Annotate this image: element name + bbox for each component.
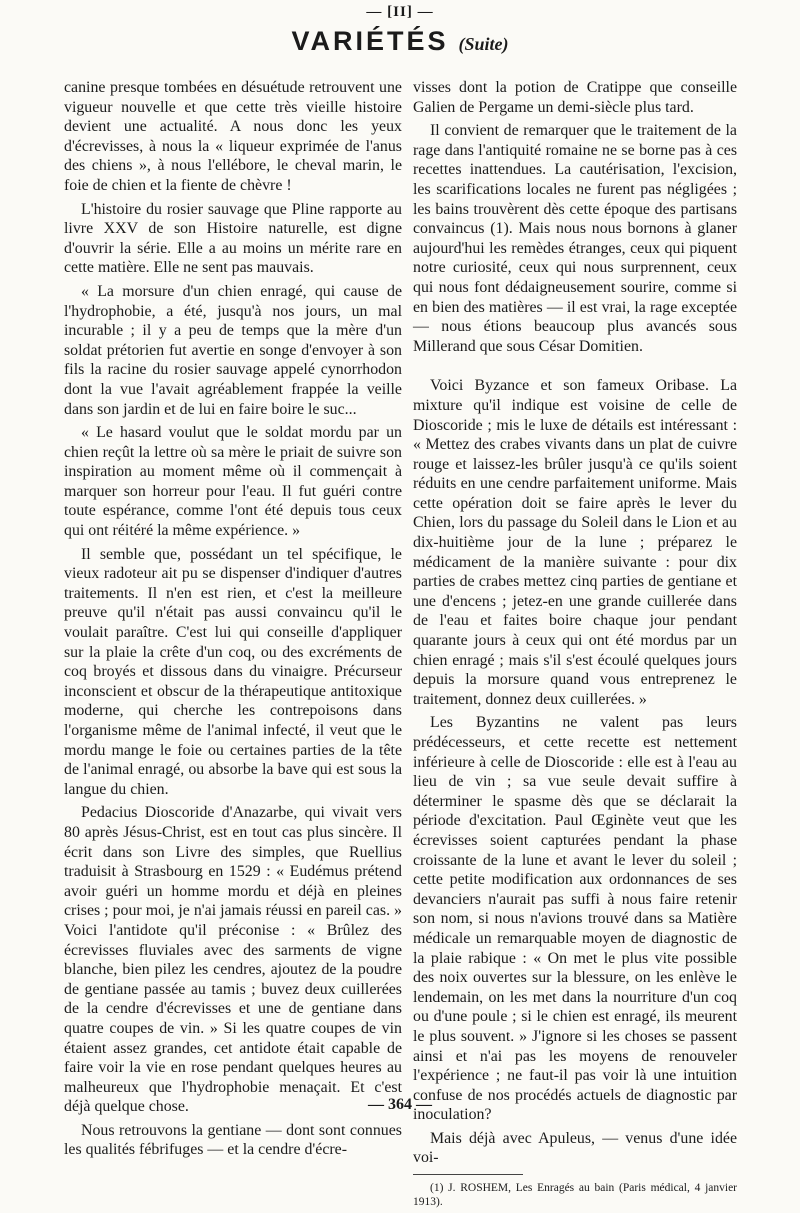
footnote: (1) J. ROSHEM, Les Enragés au bain (Paris médical, 4 janvier 1913). bbox=[413, 1182, 737, 1209]
right-column bbox=[413, 78, 737, 1213]
paragraph: « Le hasard voulut que le soldat mordu par un chien reçût la lettre où sa mère le priait de suivre son inspiration au moment même où il commençait à marquer son horreur pour l'eau. Il fut guéri contre toute espérance, comme l'ont été depuis tous ceux qui ont réitéré la même expérience. » bbox=[64, 424, 402, 540]
paragraph: Les Byzantins ne valent pas leurs prédécesseurs, et cette recette est nettement inférieure à celle de Dioscoride : elle est à l'eau au lieu de vin ; sa vue seule devait suffire à déterminer le spasme dès que se déclarait la période d'excitation. Paul Œginète veut que les écrevisses soient capturées pendant la phase croissante de la lune et avant le lever du soleil ; cette petite modification aux ordonnances de ses devanciers n'aurait pas suffi à nous faire retenir son nom, si nous n'avions trouvé dans sa Matière médicale un remarquable moyen de diagnostic de la plaie rabique : « On met le plus vite possible des noix ouvertes sur la blessure, on les enlève le lendemain, on les met dans la nourriture d'un coq ou d'une poule ; si le chien est enragé, ils meurent le plus souvent. » J'ignore si les choses se passent ainsi et n'ai pas les moyens de renouveler l'expérience ; ne faut-il pas voir là une intuition confuse de nos procédés actuels de diagnostic par inoculation? bbox=[413, 714, 737, 1124]
paragraph: canine presque tombées en désuétude retrouvent une vigueur nouvelle et que cette très vieille histoire devient une actualité. A nous donc les yeux d'écrevisses, à nous la « liqueur exprimée de l'anus des chiens », à nous l'ellébore, le cheval marin, le foie de chien et la fiente de chèvre ! bbox=[64, 79, 402, 194]
page-subtitle: (Suite) bbox=[458, 34, 509, 54]
page-number: — 364 — bbox=[368, 1096, 432, 1113]
paragraph: Voici Byzance et son fameux Oribase. La mixture qu'il indique est voisine de celle de Dioscoride ; mis le luxe de détails est intéressant : « Mettez des crabes vivants dans un plat de cuivre rouge et laissez-les brûler jusqu'à ce qu'ils soient réduits en une cendre parfaitement uniforme. Mais cette opération doit se faire après le lever du Chien, lors du passage du Soleil dans le Lion et au dix-huitième jour de la lune ; préparez le médicament de la manière suivante : pour dix parties de crabes mettez cinq parties de gentiane et une d'encens ; jetez-en une grande cuillerée dans de l'eau et faites boire chaque jour pendant quarante jours à ceux qui ont été mordus par un chien enragé ; mais s'il s'est écoulé quelques jours depuis la morsure quand vous entreprenez le traitement, donnez deux cuillerées. » bbox=[413, 377, 737, 708]
footnote-divider bbox=[413, 1174, 523, 1175]
left-column bbox=[64, 78, 402, 1164]
page-header bbox=[0, 26, 800, 57]
paragraph: Nous retrouvons la gentiane — dont sont connues les qualités fébrifuges — et la cendre d'écre- bbox=[64, 1121, 402, 1159]
paragraph: L'histoire du rosier sauvage que Pline rapporte au livre XXV de son Histoire naturelle, est digne d'ouvrir la série. Elle a au moins un mérite rare en cette matière. Elle ne sent pas mauvais. bbox=[64, 200, 402, 277]
paragraph: Il convient de remarquer que le traitement de la rage dans l'antiquité romaine ne se borne pas à ces recettes inattendues. La cautérisation, l'excision, les scarifications locales ne furent pas négligées ; les bains trouvèrent dès cette époque des partisans convaincus (1). Mais nous nous bornons à glaner aujourd'hui les remèdes étranges, ceux qui piquent notre curiosité, ceux qui nous surprennent, ceux qui nous font dédaigneusement sourire, comme si en bien des matières — il est vrai, la rage exceptée — nous étions beaucoup plus avancés sous Millerand que sous César Domitien. bbox=[413, 122, 737, 355]
paragraph: « La morsure d'un chien enragé, qui cause de l'hydrophobie, a été, jusqu'à nos jours, un mal incurable ; il y a peu de temps que la mère d'un soldat prétorien fut avertie en songe d'envoyer à son fils la racine du rosier sauvage appelé cynorrhodon dont la vue l'avait agréablement frappée la veille dans son jardin et de lui en faire boire le suc... bbox=[64, 282, 402, 418]
page-marker: — [II] — bbox=[366, 4, 434, 20]
paragraph: Pedacius Dioscoride d'Anazarbe, qui vivait vers 80 après Jésus-Christ, est en tout cas plus sincère. Il écrit dans son Livre des simples, que Ruellius traduisit à Strasbourg en 1529 : « Eudémus prétend avoir guéri un homme mordu et déjà en pleines crises ; pour moi, je n'ai jamais réussi en pareil cas. » Voici l'antidote qu'il préconise : « Brûlez des écrevisses fluviales avec des sarments de vigne blanche, bien pilez les cendres, ajoutez de la poudre de gentiane passée au tamis ; buvez deux cuillerées de la cendre d'écrevisses et une de gentiane dans quatre coupes de vin. » Si les quatre coupes de vin étaient assez grandes, cet antidote était capable de faire voir la vie en rose pendant quelques heures au malheureux que l'hydrophobie menaçait. Et c'est déjà quelque chose. bbox=[64, 804, 402, 1116]
paragraph: Il semble que, possédant un tel spécifique, le vieux radoteur ait pu se dispenser d'indiquer d'autres traitements. Il n'en est rien, et c'est la meilleure preuve qu'il n'était pas aussi convaincu qu'il le voulait paraître. C'est lui qui conseille d'appliquer sur la plaie la crête d'un coq, ou des excréments de coq broyés et dissous dans du vinaigre. Précurseur inconscient et obscur de la thérapeutique antitoxique moderne, qui cherche les contrepoisons dans l'organisme même de l'animal infecté, il veut que le mordu mange le foie ou certaines parties de la tête de l'animal enragé, ou absorbe la bave qui est sous la langue du chien. bbox=[64, 545, 402, 798]
paragraph: visses dont la potion de Cratippe que conseille Galien de Pergame un demi-siècle plus tard. bbox=[413, 79, 737, 116]
page-title: VARIÉTÉS bbox=[291, 26, 449, 56]
paragraph: Mais déjà avec Apuleus, — venus d'une idée voi- bbox=[413, 1129, 737, 1167]
